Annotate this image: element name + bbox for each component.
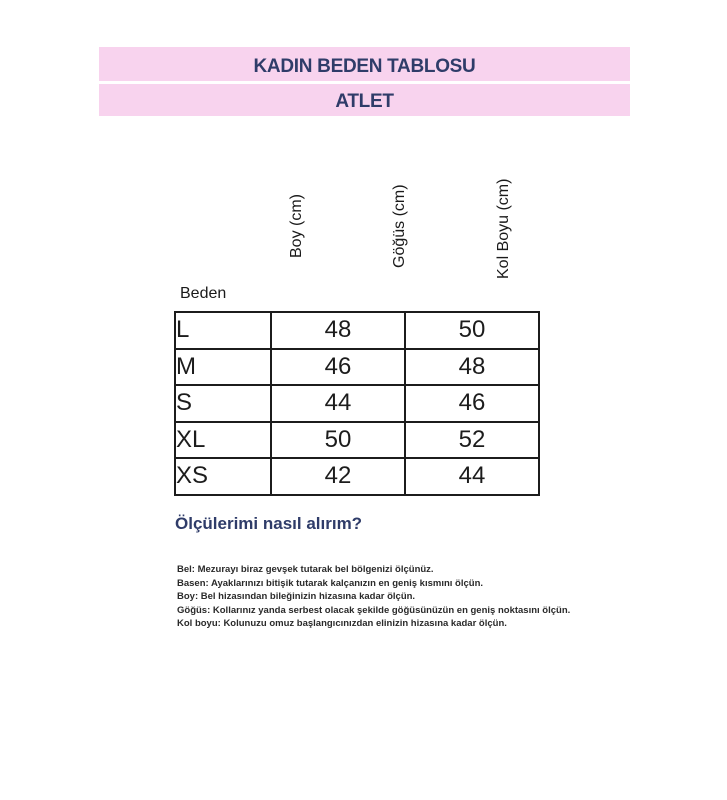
instruction-boy: Boy: Bel hizasından bileğinizin hizasına kadar ölçün. — [177, 591, 416, 602]
table-row — [175, 349, 539, 386]
table-row — [175, 312, 539, 349]
instruction-basen: Basen: Ayaklarınızı bitişik tutarak kalçanızın en geniş kısmını ölçün. — [177, 577, 484, 589]
measurement-instructions — [177, 563, 597, 631]
value-cell: 46 — [271, 349, 405, 386]
value-cell: 48 — [405, 349, 539, 386]
page-title: KADIN BEDEN TABLOSU — [99, 47, 630, 81]
page-subtitle: ATLET — [99, 84, 630, 116]
column-header-gogus: Göğüs (cm) — [391, 184, 408, 268]
size-table — [174, 311, 540, 496]
size-cell: XL — [175, 422, 271, 459]
howto-heading: Ölçülerimi nasıl alırım? — [175, 514, 363, 533]
value-cell: 48 — [271, 312, 405, 349]
instruction-bel: Bel: Mezurayı biraz gevşek tutarak bel bölgenizi ölçünüz. — [177, 564, 434, 575]
table-row — [175, 458, 539, 495]
instruction-gogus: Göğüs: Kollarınız yanda serbest olacak şekilde göğüsünüzün en geniş noktasını ölçün. — [177, 604, 571, 616]
value-cell: 42 — [271, 458, 405, 495]
row-header-beden: Beden — [180, 285, 227, 302]
column-header-boy: Boy (cm) — [288, 194, 305, 258]
value-cell: 50 — [405, 312, 539, 349]
value-cell: 44 — [271, 385, 405, 422]
value-cell: 44 — [405, 458, 539, 495]
table-row — [175, 422, 539, 459]
size-cell: M — [175, 349, 271, 386]
size-cell: S — [175, 385, 271, 422]
size-cell: XS — [175, 458, 271, 495]
value-cell: 46 — [405, 385, 539, 422]
value-cell: 50 — [271, 422, 405, 459]
instruction-kol-boyu: Kol boyu: Kolunuzu omuz başlangıcınızdan elinizin hizasına kadar ölçün. — [177, 618, 507, 629]
size-cell: L — [175, 312, 271, 349]
column-header-kol-boyu: Kol Boyu (cm) — [495, 178, 512, 279]
value-cell: 52 — [405, 422, 539, 459]
table-row — [175, 385, 539, 422]
